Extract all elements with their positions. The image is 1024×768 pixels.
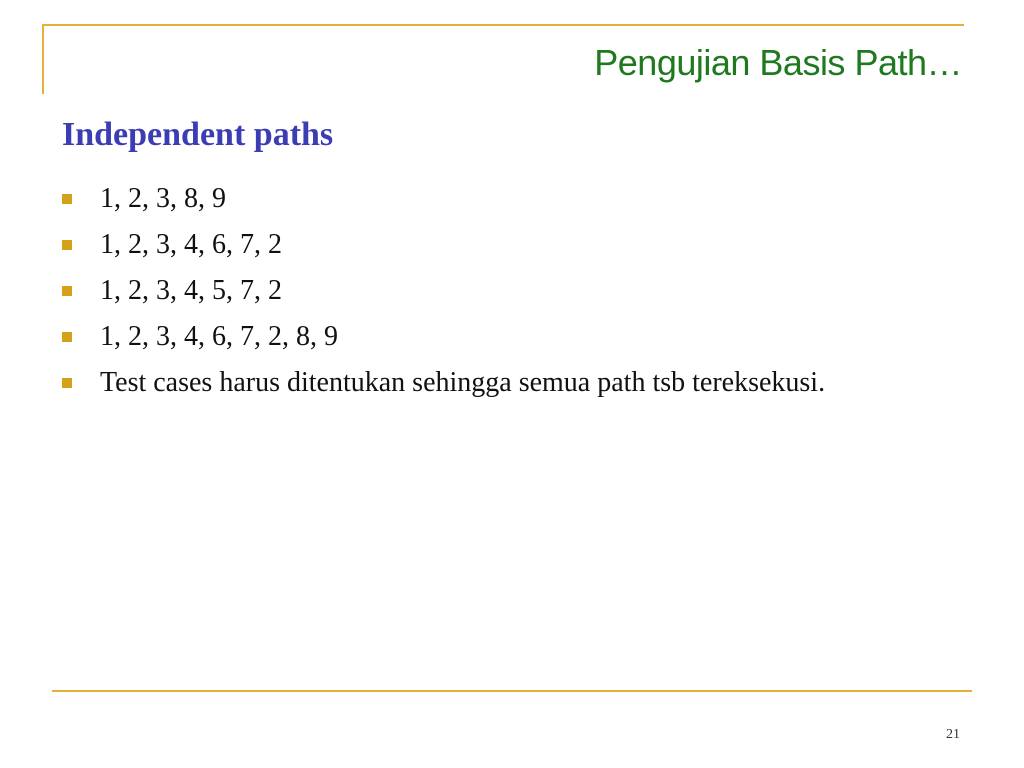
square-bullet-icon [62,240,72,250]
bullet-text: 1, 2, 3, 4, 5, 7, 2 [100,275,282,306]
square-bullet-icon [62,194,72,204]
square-bullet-icon [62,332,72,342]
bullet-item [62,182,882,216]
bullet-item [62,228,882,262]
bullet-text: 1, 2, 3, 4, 6, 7, 2 [100,229,282,260]
bullet-list [62,182,882,412]
square-bullet-icon [62,286,72,296]
section-heading: Independent paths [62,116,334,153]
bullet-text: Test cases harus ditentukan sehingga semua path tsb tereksekusi. [100,367,826,398]
bullet-text: 1, 2, 3, 8, 9 [100,183,226,214]
page-number: 21 [946,727,960,742]
bullet-item [62,366,882,400]
bullet-item [62,320,882,354]
footer-rule [52,690,972,692]
top-frame-line [42,24,964,26]
slide-title: Pengujian Basis Path… [594,42,962,83]
square-bullet-icon [62,378,72,388]
bullet-item [62,274,882,308]
left-frame-line [42,24,44,94]
bullet-text: 1, 2, 3, 4, 6, 7, 2, 8, 9 [100,321,338,352]
